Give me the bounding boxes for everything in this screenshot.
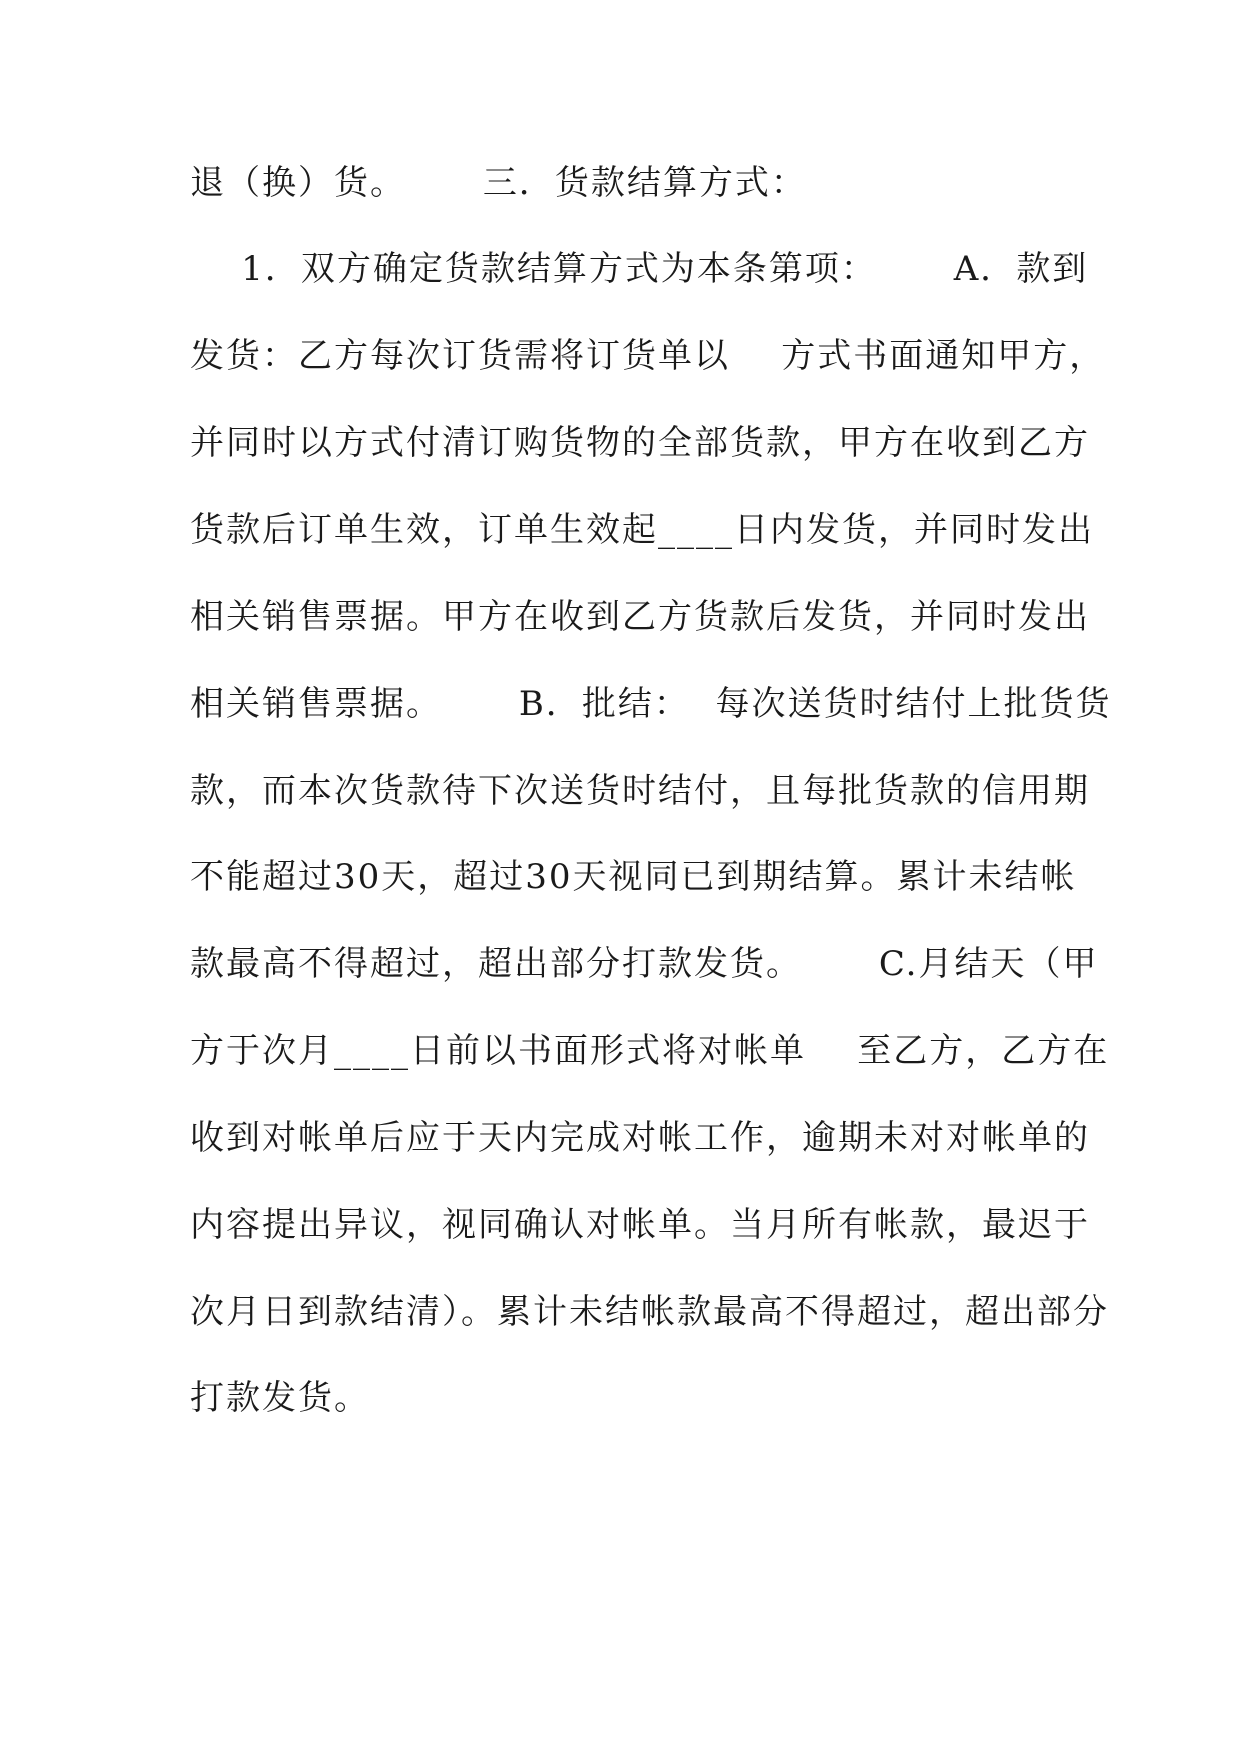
text-line-4: 并同时以方式付清订购货物的全部货款，甲方在收到乙方 — [190, 423, 1090, 463]
text-line-14: 次月日到款结清）。累计未结帐款最高不得超过，超出部分 — [190, 1292, 1109, 1332]
text-line-15: 打款发货。 — [190, 1378, 370, 1418]
text-line-7: 相关销售票据。 B．批结： 每次送货时结付上批货货 — [190, 684, 1112, 724]
text-line-1: 退（换）货。 三．货款结算方式： — [190, 163, 807, 203]
text-line-8: 款，而本次货款待下次送货时结付，且每批货款的信用期 — [190, 771, 1090, 811]
text-line-11: 方于次月____日前以书面形式将对帐单 至乙方，乙方在 — [190, 1031, 1110, 1071]
text-line-12: 收到对帐单后应于天内完成对帐工作，逾期未对对帐单的 — [190, 1118, 1090, 1158]
text-line-2: 1．双方确定货款结算方式为本条第项： A．款到 — [190, 249, 1089, 289]
text-line-9: 不能超过30天，超过30天视同已到期结算。累计未结帐 — [190, 857, 1077, 897]
text-line-13: 内容提出异议，视同确认对帐单。当月所有帐款，最迟于 — [190, 1205, 1090, 1245]
text-line-10: 款最高不得超过，超出部分打款发货。 C.月结天（甲 — [190, 944, 1099, 984]
text-line-6: 相关销售票据。甲方在收到乙方货款后发货，并同时发出 — [190, 597, 1090, 637]
text-line-5: 货款后订单生效，订单生效起____日内发货，并同时发出 — [190, 510, 1094, 550]
text-line-3: 发货：乙方每次订货需将订货单以 方式书面通知甲方， — [190, 336, 1106, 376]
